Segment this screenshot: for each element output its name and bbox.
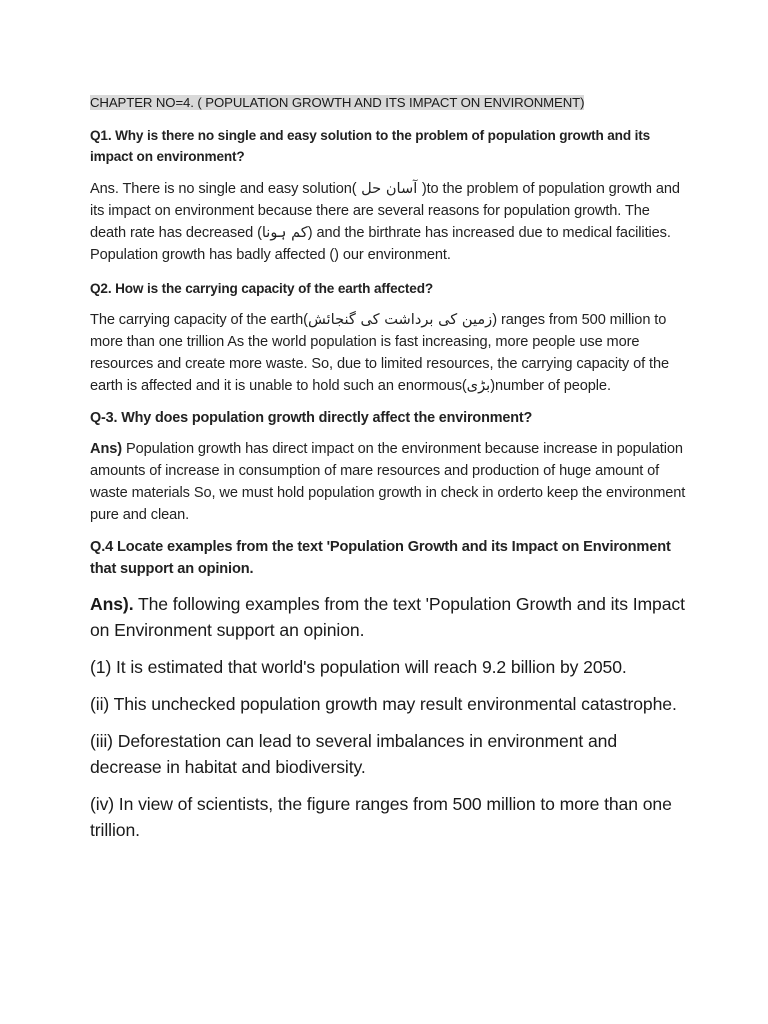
answer-3 [90, 438, 688, 526]
example-2: (ii) This unchecked population growth may result environmental catastrophe. [90, 694, 677, 714]
chapter-title: CHAPTER NO=4. ( POPULATION GROWTH AND ITS IMPACT ON ENVIRONMENT) [90, 95, 585, 110]
answer-2-end: )number of people. [490, 378, 611, 394]
example-4: (iv) In view of scientists, the figure ranges from 500 million to more than one trillion. [90, 794, 672, 840]
question-3: Q-3. Why does population growth directly affect the environment? [90, 410, 533, 426]
example-3: (iii) Deforestation can lead to several imbalances in environment and decrease in habitat and biodiversity. [90, 731, 618, 777]
answer-2-mid: ) ranges from 500 million to more than one trillion As the world population is fast increasing, more people use more resources and create more waste. So, due to limited resources, the carrying capacity of the earth is affected and it is unable to hold such an enormous( [90, 312, 669, 394]
answer-1-prefix: Ans. There is no single and easy solution( [90, 181, 357, 197]
question-2: Q2. How is the carrying capacity of the earth affected? [90, 281, 434, 296]
answer-4 [90, 591, 688, 643]
answer-1-mid: )to the problem of population growth and its impact on environment because there are several reasons for population growth. The death rate has decreased ( [90, 181, 680, 241]
chapter-title-wrap [90, 94, 688, 111]
answer-4-label: Ans). [90, 594, 134, 614]
answer-1 [90, 178, 688, 266]
example-1: (1) It is estimated that world's population will reach 9.2 billion by 2050. [90, 657, 627, 677]
answer-4-text: The following examples from the text 'Population Growth and its Impact on Environment support an opinion. [90, 594, 685, 640]
answer-1-urdu-2: کم ہونا [261, 224, 308, 241]
answer-2-urdu-1: زمین کی برداشت کی گنجائش [307, 311, 493, 328]
question-4: Q.4 Locate examples from the text 'Population Growth and its Impact on Environment that support an opinion. [90, 539, 671, 577]
answer-3-text: Population growth has direct impact on the environment because increase in population amounts of increase in consumption of mare resources and production of huge amount of waste materials So, we must hold population growth in check in orderto keep the environment pure and clean. [90, 441, 686, 523]
answer-2-prefix: The carrying capacity of the earth( [90, 312, 308, 328]
answer-1-urdu-1: آسان حل [356, 180, 422, 197]
answer-3-label: Ans) [90, 441, 123, 457]
answer-1-end: ) and the birthrate has increased due to medical facilities. Population growth has badly affected () our environment. [90, 225, 671, 263]
answer-2 [90, 309, 688, 397]
document-page [90, 94, 688, 854]
question-1: Q1. Why is there no single and easy solution to the problem of population growth and its impact on environment? [90, 128, 651, 164]
answer-2-urdu-2: بڑی [466, 377, 491, 394]
